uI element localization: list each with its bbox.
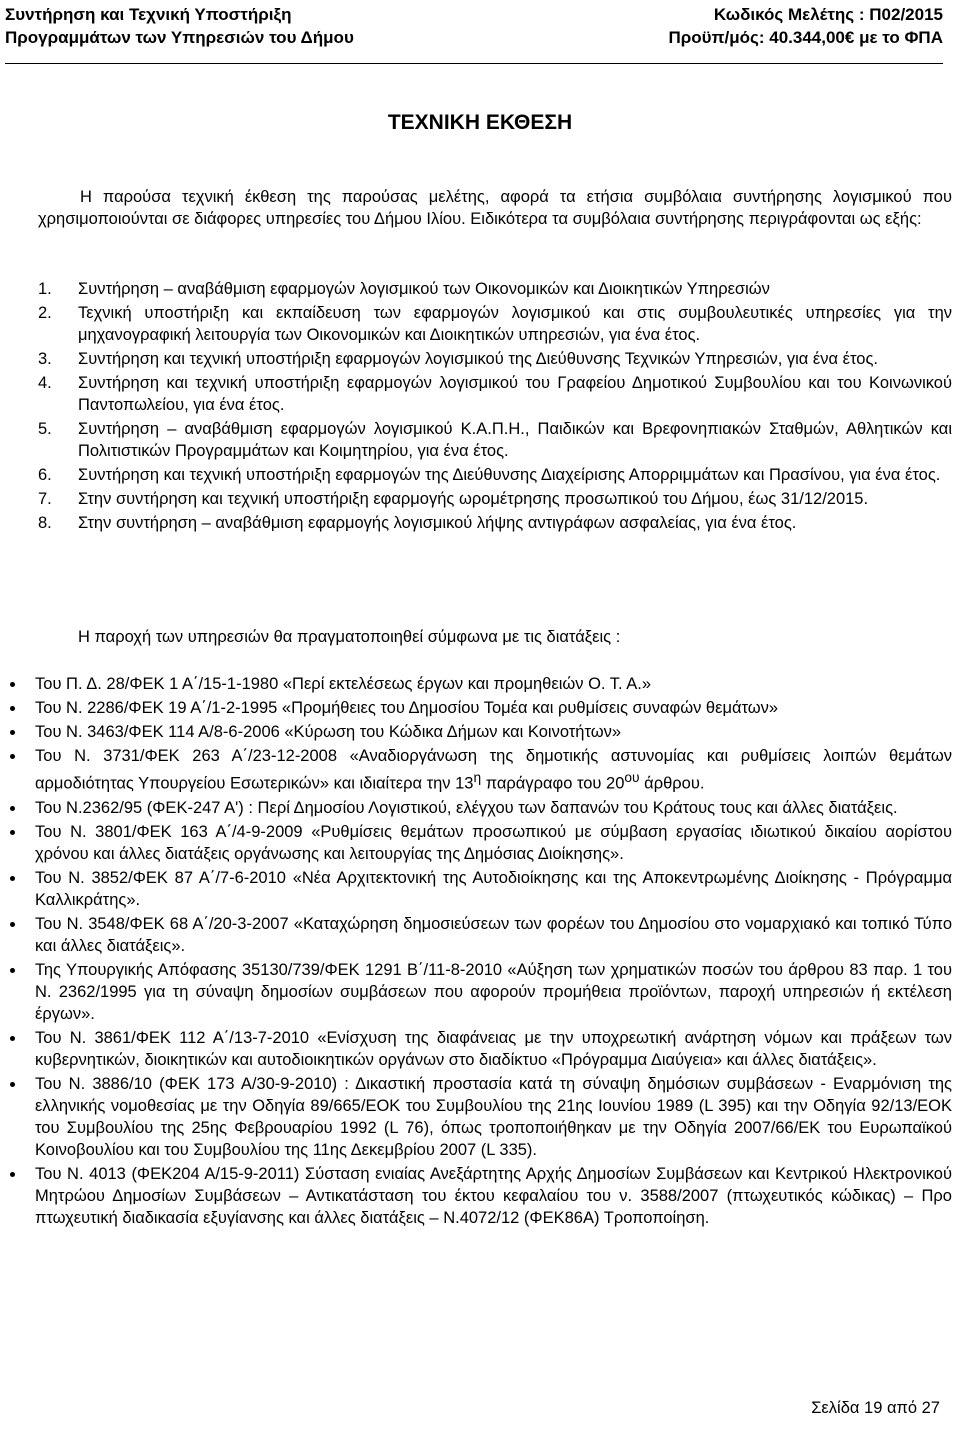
bullet-text: Του Ν. 3801/ΦΕΚ 163 Α΄/4-9-2009 «Ρυθμίσεις θεμάτων προσωπικού με σύμβαση εργασίας ιδιωτικού δικαίου αορίστου χρόνου και άλλες διατάξεις οργάνωσης και λειτουργίας της Δημόσιας Διοίκησης».	[35, 822, 952, 863]
bullet-icon	[10, 876, 15, 881]
bullet-icon	[10, 1172, 15, 1177]
item-text: Συντήρηση και τεχνική υποστήριξη εφαρμογών λογισμικού της Διεύθυνσης Τεχνικών Υπηρεσιών, για ένα έτος.	[78, 350, 878, 368]
list-item	[38, 372, 952, 416]
header-rule	[5, 63, 943, 64]
header-right	[668, 3, 943, 49]
list-item	[38, 418, 952, 462]
bullet-text: Του Ν. 3861/ΦΕΚ 112 Α΄/13-7-2010 «Ενίσχυση της διαφάνειας με την υποχρεωτική ανάρτηση νόμων και πράξεων των κυβερνητικών, διοικητικών και αυτοδιοικητικών οργάνων στο διαδίκτυο «Πρόγραμμα Διαύγεια» και άλλες διατάξεις».	[35, 1028, 952, 1069]
bullet-item	[0, 745, 952, 795]
bullet-item	[0, 721, 952, 743]
bullet-icon	[10, 730, 15, 735]
bullet-text: Του Ν. 3463/ΦΕΚ 114 Α/8-6-2006 «Κύρωση του Κώδικα Δήμων και Κοινοτήτων»	[35, 723, 622, 741]
bullet-text: Του Ν. 3852/ΦΕΚ 87 Α΄/7-6-2010 «Νέα Αρχιτεκτονική της Αυτοδιοίκησης και της Αποκεντρωμένης Διοίκησης - Πρόγραμμα Καλλικράτης».	[35, 868, 952, 909]
list-item	[38, 278, 952, 300]
bullet-icon	[10, 806, 15, 811]
superscript: η	[473, 770, 482, 785]
provisions-intro: Η παροχή των υπηρεσιών θα πραγματοποιηθεί σύμφωνα με τις διατάξεις :	[78, 628, 621, 646]
bullet-text: Του Ν. 3548/ΦΕΚ 68 Α΄/20-3-2007 «Καταχώρηση δημοσιεύσεων των φορέων του Δημοσίου στο νομαρχιακό και τοπικό Τύπο και άλλες διατάξεις».	[35, 914, 952, 955]
bullet-text: Της Υπουργικής Απόφασης 35130/739/ΦΕΚ 1291 Β΄/11-8-2010 «Αύξηση των χρηματικών ποσών του άρθρου 83 παρ. 1 του Ν. 2362/1995 για τη σύναψη δημοσίων συμβάσεων που αφορούν προμήθεια προϊόντων, παροχή υπηρεσιών ή εκτέλεση έργων».	[35, 960, 952, 1023]
bullet-item	[0, 867, 952, 911]
header-left-line-1: Συντήρηση και Τεχνική Υποστήριξη	[5, 5, 292, 24]
bullet-icon	[10, 968, 15, 973]
header-left	[5, 3, 354, 49]
bullet-icon	[10, 706, 15, 711]
page-title: ΤΕΧΝΙΚΗ ΕΚΘΕΣΗ	[387, 111, 573, 134]
bullet-item	[0, 673, 952, 695]
bullet-icon	[10, 922, 15, 927]
item-text: Τεχνική υποστήριξη και εκπαίδευση των εφαρμογών λογισμικού και στις συμβουλευτικές υπηρεσίες για την μηχανογραφική λειτουργία των Οικονομικών και Διοικητικών υπηρεσιών, για ένα έτος.	[78, 304, 952, 344]
bullet-text: Του Ν.2362/95 (ΦΕΚ-247 Α') : Περί Δημοσίου Λογιστικού, ελέγχου των δαπανών του Κράτους τους και άλλες διατάξεις.	[35, 798, 898, 817]
bullet-text-b: παράγραφο του 20	[481, 774, 625, 793]
bullet-icon	[10, 682, 15, 687]
bullet-text: Του Ν. 3886/10 (ΦΕΚ 173 Α/30-9-2010) : Δικαστική προστασία κατά τη σύναψη δημόσιων συμβάσεων - Εναρμόνιση της ελληνικής νομοθεσίας με την Οδηγία 89/665/ΕΟΚ του Συμβουλίου της 21ης Ιουνίου 1989 (L 395) και την Οδηγία 92/13/ΕΟΚ του Συμβουλίου της 25ης Φεβρουαρίου 1992 (L 76), όπως τροποποιήθηκαν με την Οδηγία 2007/66/ΕΚ του Ευρωπαϊκού Κοινοβουλίου και του Συμβουλίου της 11ης Δεκεμβρίου 2007 (L 335).	[35, 1074, 952, 1159]
bullet-text-c: άρθρου.	[639, 774, 705, 793]
bullet-text: Του Ν. 4013 (ΦΕΚ204 Α/15-9-2011) Σύσταση ενιαίας Ανεξάρτητης Αρχής Δημοσίων Συμβάσεων και Κεντρικού Ηλεκτρονικού Μητρώου Δημοσίων Συμβάσεων – Αντικατάσταση του έκτου κεφαλαίου του ν. 3588/2007 (πτωχευτικός κώδικας) – Προ πτωχευτική διαδικασία εξυγίανσης και άλλες διατάξεις – Ν.4072/12 (ΦΕΚ86Α) Τροποποίηση.	[35, 1164, 952, 1227]
superscript: ου	[624, 770, 640, 785]
bullet-icon	[10, 1036, 15, 1041]
item-number: 8.	[38, 514, 52, 532]
item-number: 5.	[38, 420, 52, 438]
study-code: Κωδικός Μελέτης : Π02/2015	[713, 5, 943, 24]
bullet-text-a: Του Ν. 3731/ΦΕΚ 263 Α΄/23-12-2008 «Αναδιοργάνωση της δημοτικής αστυνομίας και ρυθμίσεις λοιπών θεμάτων αρμοδιότητας Υπουργείου Εσωτερικών» και ιδιαίτερα την 13	[35, 747, 952, 793]
bullet-text: Του Π. Δ. 28/ΦΕΚ 1 Α΄/15-1-1980 «Περί εκτελέσεως έργων και προμηθειών Ο. Τ. Α.»	[35, 675, 652, 693]
list-item	[38, 348, 952, 370]
bullet-icon	[10, 1082, 15, 1087]
list-item	[38, 512, 952, 534]
item-number: 2.	[38, 304, 52, 322]
bullet-item	[0, 1027, 952, 1071]
provisions-list	[0, 673, 952, 1231]
item-text: Συντήρηση και τεχνική υποστήριξη εφαρμογών λογισμικού του Γραφείου Δημοτικού Συμβουλίου και του Κοινωνικού Παντοπωλείου, για ένα έτος.	[78, 374, 952, 414]
item-number: 6.	[38, 466, 52, 484]
bullet-item	[0, 913, 952, 957]
header-left-line-2: Προγραμμάτων των Υπηρεσιών του Δήμου	[5, 28, 354, 47]
item-number: 7.	[38, 490, 52, 508]
bullet-item	[0, 1073, 952, 1161]
item-text: Στην συντήρηση – αναβάθμιση εφαρμογής λογισμικού λήψης αντιγράφων ασφαλείας, για ένα έτος.	[78, 514, 797, 532]
bullet-item	[0, 821, 952, 865]
bullet-icon	[10, 830, 15, 835]
item-text: Συντήρηση – αναβάθμιση εφαρμογών λογισμικού Κ.Α.Π.Η., Παιδικών και Βρεφονηπιακών Σταθμών, Αθλητικών και Πολιτιστικών Προγραμμάτων και Κοιμητηρίου, για ένα έτος.	[78, 420, 952, 460]
bullet-item	[0, 1163, 952, 1229]
bullet-item	[0, 959, 952, 1025]
item-number: 4.	[38, 374, 52, 392]
item-text: Συντήρηση – αναβάθμιση εφαρμογών λογισμικού των Οικονομικών και Διοικητικών Υπηρεσιών	[78, 280, 770, 298]
item-text: Συντήρηση και τεχνική υποστήριξη εφαρμογών της Διεύθυνσης Διαχείρισης Απορριμμάτων και Πρασίνου, για ένα έτος.	[78, 466, 941, 484]
item-number: 3.	[38, 350, 52, 368]
budget: Προϋπ/μός: 40.344,00€ με το ΦΠΑ	[668, 28, 943, 47]
list-item	[38, 488, 952, 510]
bullet-text: Του Ν. 2286/ΦΕΚ 19 Α΄/1-2-1995 «Προμήθειες του Δημοσίου Τομέα και ρυθμίσεις συναφών θεμάτων»	[35, 699, 779, 717]
bullet-icon	[10, 754, 15, 759]
list-item	[38, 464, 952, 486]
page-number: Σελίδα 19 από 27	[811, 1399, 940, 1417]
item-text: Στην συντήρηση και τεχνική υποστήριξη εφαρμογής ωρομέτρησης προσωπικού του Δήμου, έως 31/12/2015.	[78, 490, 869, 508]
list-item	[38, 302, 952, 346]
item-number: 1.	[38, 280, 52, 298]
bullet-item	[0, 697, 952, 719]
bullet-item	[0, 797, 952, 819]
intro-paragraph: Η παρούσα τεχνική έκθεση της παρούσας μελέτης, αφορά τα ετήσια συμβόλαια συντήρησης λογισμικού που χρησιμοποιούνται σε διάφορες υπηρεσίες του Δήμου Ιλίου. Ειδικότερα τα συμβόλαια συντήρησης περιγράφονται ως εξής:	[38, 188, 952, 228]
numbered-list	[38, 278, 952, 536]
